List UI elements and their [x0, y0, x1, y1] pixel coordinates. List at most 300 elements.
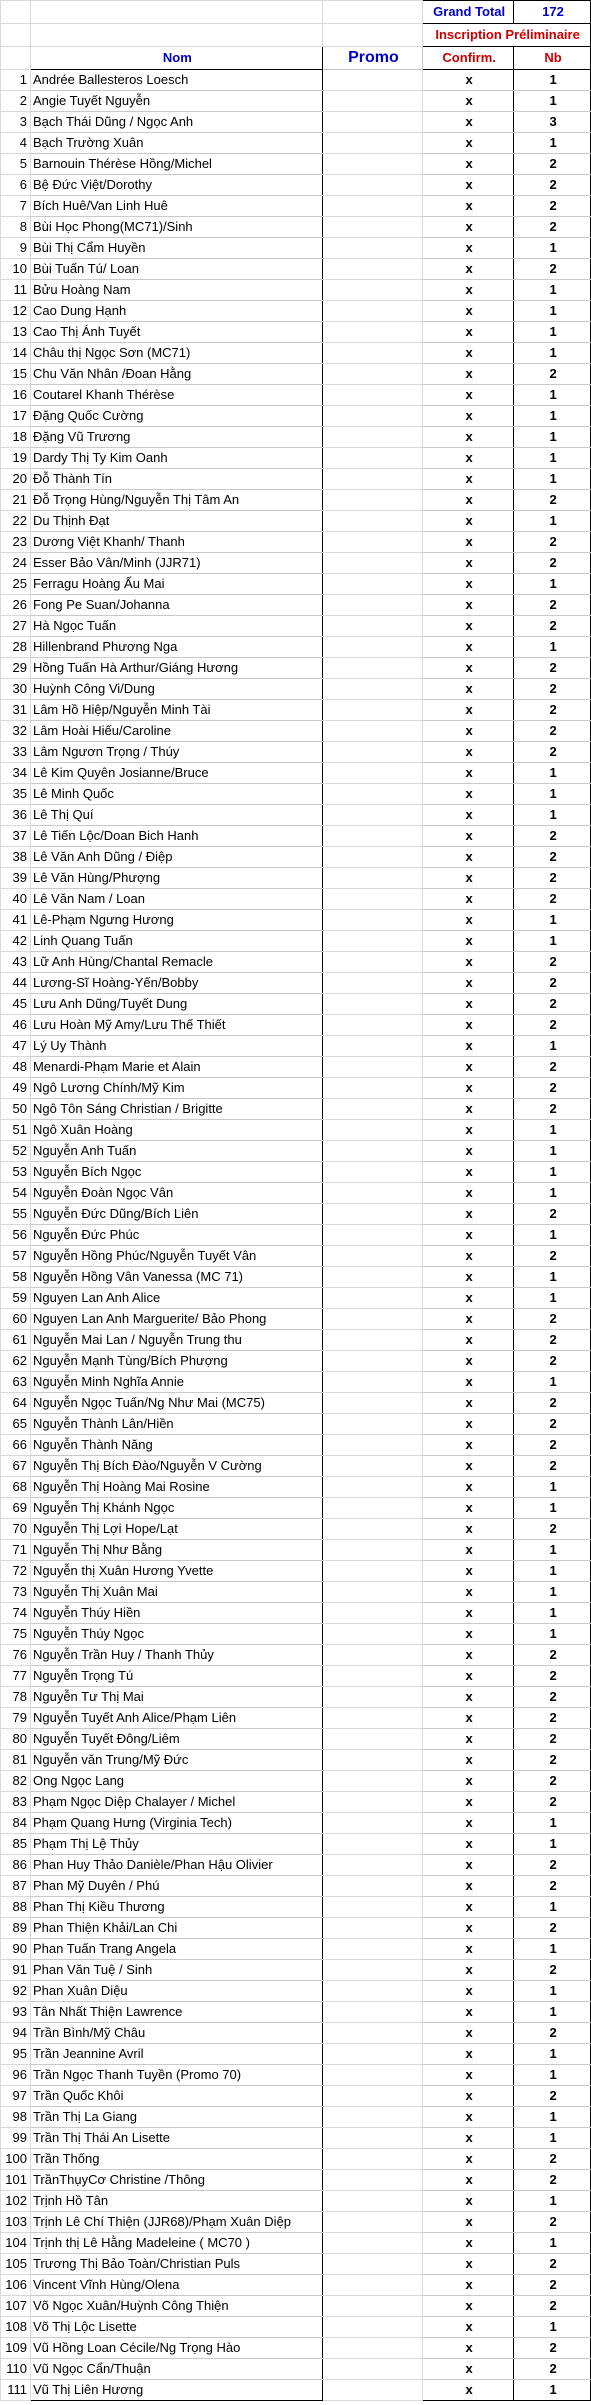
table-row: [1, 2212, 591, 2233]
row-promo: [322, 1036, 423, 1057]
row-promo: [322, 784, 423, 805]
row-promo: [322, 2233, 423, 2254]
row-number: 24: [1, 553, 31, 574]
row-name: Lê Văn Anh Dũng / Điệp: [30, 847, 322, 868]
row-confirm: x: [423, 1183, 514, 1204]
row-promo: [322, 1603, 423, 1624]
row-number: 103: [1, 2212, 31, 2233]
row-name: Hà Ngọc Tuấn: [30, 616, 322, 637]
row-promo: [322, 1057, 423, 1078]
row-name: Nguyễn Hồng Vân Vanessa (MC 71): [30, 1267, 322, 1288]
row-promo: [322, 1876, 423, 1897]
row-promo: [322, 1099, 423, 1120]
table-row: [1, 826, 591, 847]
row-confirm: x: [423, 1435, 514, 1456]
row-confirm: x: [423, 2275, 514, 2296]
row-name: Ngô Xuân Hoàng: [30, 1120, 322, 1141]
row-nb: 1: [514, 427, 591, 448]
row-number: 105: [1, 2254, 31, 2275]
row-promo: [322, 1246, 423, 1267]
row-name: Trần Thống: [30, 2149, 322, 2170]
row-confirm: x: [423, 1246, 514, 1267]
row-promo: [322, 385, 423, 406]
row-promo: [322, 2359, 423, 2380]
row-number: 101: [1, 2170, 31, 2191]
row-promo: [322, 1225, 423, 1246]
table-row: [1, 469, 591, 490]
table-row: [1, 1708, 591, 1729]
row-nb: 2: [514, 2338, 591, 2359]
row-nb: 2: [514, 175, 591, 196]
row-number: 45: [1, 994, 31, 1015]
table-row: [1, 1036, 591, 1057]
row-number: 50: [1, 1099, 31, 1120]
row-name: Lưu Anh Dũng/Tuyết Dung: [30, 994, 322, 1015]
row-confirm: x: [423, 931, 514, 952]
table-row: [1, 490, 591, 511]
row-nb: 1: [514, 763, 591, 784]
row-name: Đặng Quốc Cường: [30, 406, 322, 427]
row-nb: 1: [514, 1141, 591, 1162]
row-name: Nguyễn Thúy Hiền: [30, 1603, 322, 1624]
row-name: Angie Tuyết Nguyễn: [30, 91, 322, 112]
row-confirm: x: [423, 469, 514, 490]
row-promo: [322, 1897, 423, 1918]
row-confirm: x: [423, 1078, 514, 1099]
row-promo: [322, 1981, 423, 2002]
row-nb: 2: [514, 1876, 591, 1897]
row-number: 93: [1, 2002, 31, 2023]
table-row: [1, 1414, 591, 1435]
column-header-row: [1, 47, 591, 70]
row-confirm: x: [423, 868, 514, 889]
row-name: Bùi Tuấn Tú/ Loan: [30, 259, 322, 280]
row-confirm: x: [423, 1750, 514, 1771]
table-row: [1, 1876, 591, 1897]
row-name: Lâm Hoài Hiếu/Caroline: [30, 721, 322, 742]
row-nb: 2: [514, 1750, 591, 1771]
row-name: Bửu Hoàng Nam: [30, 280, 322, 301]
row-name: Châu thị Ngọc Sơn (MC71): [30, 343, 322, 364]
row-promo: [322, 973, 423, 994]
row-promo: [322, 217, 423, 238]
row-name: Lý Uy Thành: [30, 1036, 322, 1057]
table-row: [1, 322, 591, 343]
row-confirm: x: [423, 1267, 514, 1288]
table-row: [1, 637, 591, 658]
row-nb: 1: [514, 301, 591, 322]
row-confirm: x: [423, 427, 514, 448]
row-number: 104: [1, 2233, 31, 2254]
table-row: [1, 616, 591, 637]
table-row: [1, 1351, 591, 1372]
row-promo: [322, 1939, 423, 1960]
row-name: Lê Văn Nam / Loan: [30, 889, 322, 910]
table-row: [1, 931, 591, 952]
col-confirm-header: Confirm.: [423, 47, 514, 70]
row-name: Phạm Thị Lệ Thủy: [30, 1834, 322, 1855]
row-name: Vũ Hồng Loan Cécile/Ng Trọng Hào: [30, 2338, 322, 2359]
row-number: 108: [1, 2317, 31, 2338]
row-number: 110: [1, 2359, 31, 2380]
row-name: Nguyễn Thị Như Bằng: [30, 1540, 322, 1561]
row-confirm: x: [423, 385, 514, 406]
row-number: 51: [1, 1120, 31, 1141]
row-nb: 1: [514, 280, 591, 301]
row-number: 49: [1, 1078, 31, 1099]
row-confirm: x: [423, 1372, 514, 1393]
row-nb: 2: [514, 1645, 591, 1666]
row-name: Nguyễn Thúy Ngọc: [30, 1624, 322, 1645]
row-number: 69: [1, 1498, 31, 1519]
row-promo: [322, 1204, 423, 1225]
table-row: [1, 1645, 591, 1666]
table-row: [1, 973, 591, 994]
row-promo: [322, 301, 423, 322]
table-row: [1, 1162, 591, 1183]
row-promo: [322, 1519, 423, 1540]
row-confirm: x: [423, 406, 514, 427]
row-promo: [322, 679, 423, 700]
row-number: 90: [1, 1939, 31, 1960]
table-row: [1, 112, 591, 133]
row-number: 54: [1, 1183, 31, 1204]
table-row: [1, 2359, 591, 2380]
row-promo: [322, 1015, 423, 1036]
row-nb: 2: [514, 490, 591, 511]
row-number: 39: [1, 868, 31, 889]
row-name: Trần Jeannine Avril: [30, 2044, 322, 2065]
row-nb: 2: [514, 1078, 591, 1099]
row-name: Phạm Quang Hưng (Virginia Tech): [30, 1813, 322, 1834]
row-nb: 2: [514, 364, 591, 385]
row-number: 57: [1, 1246, 31, 1267]
row-promo: [322, 1393, 423, 1414]
row-promo: [322, 448, 423, 469]
row-name: Barnouin Thérèse Hồng/Michel: [30, 154, 322, 175]
table-row: [1, 2317, 591, 2338]
table-row: [1, 2170, 591, 2191]
row-name: Nguyễn Đức Phúc: [30, 1225, 322, 1246]
row-number: 63: [1, 1372, 31, 1393]
row-promo: [322, 112, 423, 133]
row-number: 66: [1, 1435, 31, 1456]
row-promo: [322, 595, 423, 616]
row-name: TrầnThụyCơ Christine /Thông: [30, 2170, 322, 2191]
row-name: Nguyễn Thị Lợi Hope/Lạt: [30, 1519, 322, 1540]
row-nb: 2: [514, 1246, 591, 1267]
table-row: [1, 1120, 591, 1141]
row-name: Phan Thị Kiều Thương: [30, 1897, 322, 1918]
row-promo: [322, 322, 423, 343]
row-name: Nguyễn Tuyết Đông/Liêm: [30, 1729, 322, 1750]
row-nb: 1: [514, 1477, 591, 1498]
row-promo: [322, 1330, 423, 1351]
row-number: 70: [1, 1519, 31, 1540]
row-number: 94: [1, 2023, 31, 2044]
row-promo: [322, 2338, 423, 2359]
row-name: Trần Thị Thái An Lisette: [30, 2128, 322, 2149]
row-nb: 1: [514, 1036, 591, 1057]
row-name: Võ Thị Lộc Lisette: [30, 2317, 322, 2338]
row-name: Bệ Đức Việt/Dorothy: [30, 175, 322, 196]
row-number: 55: [1, 1204, 31, 1225]
row-promo: [322, 826, 423, 847]
row-promo: [322, 1540, 423, 1561]
row-nb: 1: [514, 2233, 591, 2254]
table-row: [1, 2086, 591, 2107]
row-nb: 2: [514, 217, 591, 238]
row-name: Phan Văn Tuệ / Sinh: [30, 1960, 322, 1981]
row-number: 10: [1, 259, 31, 280]
row-confirm: x: [423, 1687, 514, 1708]
row-nb: 2: [514, 2296, 591, 2317]
table-row: [1, 1456, 591, 1477]
row-confirm: x: [423, 1666, 514, 1687]
row-promo: [322, 742, 423, 763]
row-confirm: x: [423, 2128, 514, 2149]
row-confirm: x: [423, 2254, 514, 2275]
table-row: [1, 763, 591, 784]
table-row: [1, 1267, 591, 1288]
row-number: 92: [1, 1981, 31, 2002]
table-row: [1, 2149, 591, 2170]
row-confirm: x: [423, 2107, 514, 2128]
table-row: [1, 784, 591, 805]
row-name: Vũ Thị Liên Hương: [30, 2380, 322, 2401]
row-nb: 2: [514, 1792, 591, 1813]
row-confirm: x: [423, 1918, 514, 1939]
row-number: 91: [1, 1960, 31, 1981]
row-nb: 2: [514, 994, 591, 1015]
row-promo: [322, 805, 423, 826]
row-promo: [322, 2002, 423, 2023]
row-number: 48: [1, 1057, 31, 1078]
row-name: Phan Thiện Khải/Lan Chi: [30, 1918, 322, 1939]
row-promo: [322, 1834, 423, 1855]
table-row: [1, 406, 591, 427]
table-row: [1, 301, 591, 322]
row-confirm: x: [423, 2170, 514, 2191]
row-promo: [322, 1372, 423, 1393]
row-number: 5: [1, 154, 31, 175]
row-name: Nguyễn Trọng Tú: [30, 1666, 322, 1687]
row-promo: [322, 2023, 423, 2044]
row-name: Ngô Lương Chính/Mỹ Kim: [30, 1078, 322, 1099]
row-number: 31: [1, 700, 31, 721]
row-promo: [322, 2170, 423, 2191]
row-number: 79: [1, 1708, 31, 1729]
table-row: [1, 1750, 591, 1771]
row-nb: 1: [514, 1540, 591, 1561]
table-row: [1, 2275, 591, 2296]
row-name: Ferragu Hoàng Ấu Mai: [30, 574, 322, 595]
row-name: Hillenbrand Phương Nga: [30, 637, 322, 658]
row-nb: 1: [514, 910, 591, 931]
row-confirm: x: [423, 1057, 514, 1078]
row-confirm: x: [423, 322, 514, 343]
row-confirm: x: [423, 1792, 514, 1813]
row-name: Nguyễn Tuyết Anh Alice/Phạm Liên: [30, 1708, 322, 1729]
row-nb: 2: [514, 553, 591, 574]
table-row: [1, 868, 591, 889]
row-confirm: x: [423, 910, 514, 931]
row-name: Phan Xuân Diệu: [30, 1981, 322, 2002]
row-confirm: x: [423, 133, 514, 154]
row-name: Phan Tuấn Trang Angela: [30, 1939, 322, 1960]
row-confirm: x: [423, 637, 514, 658]
row-name: Vũ Ngọc Cẩn/Thuận: [30, 2359, 322, 2380]
row-confirm: x: [423, 112, 514, 133]
row-name: Nguyễn Anh Tuấn: [30, 1141, 322, 1162]
table-row: [1, 1435, 591, 1456]
row-number: 15: [1, 364, 31, 385]
row-name: Chu Văn Nhân /Đoan Hằng: [30, 364, 322, 385]
row-nb: 2: [514, 2023, 591, 2044]
row-name: Bùi Học Phong(MC71)/Sinh: [30, 217, 322, 238]
row-nb: 1: [514, 1561, 591, 1582]
row-confirm: x: [423, 280, 514, 301]
row-number: 80: [1, 1729, 31, 1750]
row-number: 53: [1, 1162, 31, 1183]
row-number: 73: [1, 1582, 31, 1603]
row-number: 17: [1, 406, 31, 427]
row-name: Linh Quang Tuấn: [30, 931, 322, 952]
row-name: Cao Dung Hạnh: [30, 301, 322, 322]
row-nb: 2: [514, 868, 591, 889]
row-number: 7: [1, 196, 31, 217]
row-promo: [322, 2044, 423, 2065]
row-number: 22: [1, 511, 31, 532]
row-nb: 2: [514, 1666, 591, 1687]
table-row: [1, 1519, 591, 1540]
row-number: 56: [1, 1225, 31, 1246]
row-promo: [322, 469, 423, 490]
row-confirm: x: [423, 2002, 514, 2023]
row-name: Bạch Trường Xuân: [30, 133, 322, 154]
row-name: Lê Thị Quí: [30, 805, 322, 826]
row-name: Nguyễn Thị Hoàng Mai Rosine: [30, 1477, 322, 1498]
row-confirm: x: [423, 154, 514, 175]
table-row: [1, 742, 591, 763]
row-confirm: x: [423, 1330, 514, 1351]
row-confirm: x: [423, 1771, 514, 1792]
row-number: 27: [1, 616, 31, 637]
row-name: Trần Bình/Mỹ Châu: [30, 2023, 322, 2044]
row-name: Nguyễn Đức Dũng/Bích Liên: [30, 1204, 322, 1225]
row-confirm: x: [423, 2023, 514, 2044]
col-nb-header: Nb: [514, 47, 591, 70]
row-name: Trịnh Hồ Tân: [30, 2191, 322, 2212]
row-nb: 1: [514, 406, 591, 427]
row-number: 28: [1, 637, 31, 658]
row-promo: [322, 1288, 423, 1309]
row-number: 38: [1, 847, 31, 868]
row-name: Nguyễn Ngọc Tuấn/Ng Như Mai (MC75): [30, 1393, 322, 1414]
table-row: [1, 2065, 591, 2086]
row-confirm: x: [423, 763, 514, 784]
row-number: 3: [1, 112, 31, 133]
row-number: 19: [1, 448, 31, 469]
row-number: 14: [1, 343, 31, 364]
row-number: 95: [1, 2044, 31, 2065]
row-promo: [322, 259, 423, 280]
row-name: Dardy Thị Ty Kim Oanh: [30, 448, 322, 469]
row-number: 12: [1, 301, 31, 322]
row-nb: 1: [514, 1624, 591, 1645]
row-name: Lê Văn Hùng/Phượng: [30, 868, 322, 889]
row-nb: 2: [514, 1099, 591, 1120]
row-nb: 1: [514, 637, 591, 658]
row-name: Lê Kim Quyên Josianne/Bruce: [30, 763, 322, 784]
table-row: [1, 1498, 591, 1519]
row-name: Nguyễn Tư Thị Mai: [30, 1687, 322, 1708]
table-row: [1, 1624, 591, 1645]
table-row: [1, 1960, 591, 1981]
row-confirm: x: [423, 1561, 514, 1582]
row-nb: 1: [514, 1939, 591, 1960]
row-name: Nguyễn Thị Bích Đào/Nguyễn V Cường: [30, 1456, 322, 1477]
row-confirm: x: [423, 70, 514, 91]
table-row: [1, 1666, 591, 1687]
row-promo: [322, 238, 423, 259]
table-row: [1, 448, 591, 469]
row-number: 35: [1, 784, 31, 805]
row-number: 18: [1, 427, 31, 448]
row-confirm: x: [423, 301, 514, 322]
row-confirm: x: [423, 721, 514, 742]
row-promo: [322, 931, 423, 952]
row-confirm: x: [423, 1456, 514, 1477]
row-confirm: x: [423, 2233, 514, 2254]
row-number: 100: [1, 2149, 31, 2170]
row-promo: [322, 889, 423, 910]
row-number: 86: [1, 1855, 31, 1876]
row-name: Ong Ngọc Lang: [30, 1771, 322, 1792]
row-nb: 1: [514, 385, 591, 406]
row-nb: 2: [514, 1330, 591, 1351]
table-row: [1, 1330, 591, 1351]
row-name: Nguyễn Thành Năng: [30, 1435, 322, 1456]
row-name: Trương Thị Bảo Toàn/Christian Puls: [30, 2254, 322, 2275]
row-confirm: x: [423, 1015, 514, 1036]
row-name: Dương Việt Khanh/ Thanh: [30, 532, 322, 553]
table-row: [1, 70, 591, 91]
row-promo: [322, 343, 423, 364]
table-row: [1, 679, 591, 700]
row-promo: [322, 1708, 423, 1729]
row-number: 33: [1, 742, 31, 763]
row-number: 109: [1, 2338, 31, 2359]
row-confirm: x: [423, 259, 514, 280]
table-row: [1, 2128, 591, 2149]
row-name: Hồng Tuấn Hà Arthur/Giáng Hương: [30, 658, 322, 679]
row-promo: [322, 406, 423, 427]
row-number: 60: [1, 1309, 31, 1330]
row-nb: 2: [514, 2212, 591, 2233]
row-number: 76: [1, 1645, 31, 1666]
row-confirm: x: [423, 952, 514, 973]
row-promo: [322, 1351, 423, 1372]
table-row: [1, 1855, 591, 1876]
row-confirm: x: [423, 2338, 514, 2359]
row-promo: [322, 70, 423, 91]
table-row: [1, 2233, 591, 2254]
row-confirm: x: [423, 784, 514, 805]
row-promo: [322, 532, 423, 553]
row-confirm: x: [423, 826, 514, 847]
row-promo: [322, 2254, 423, 2275]
